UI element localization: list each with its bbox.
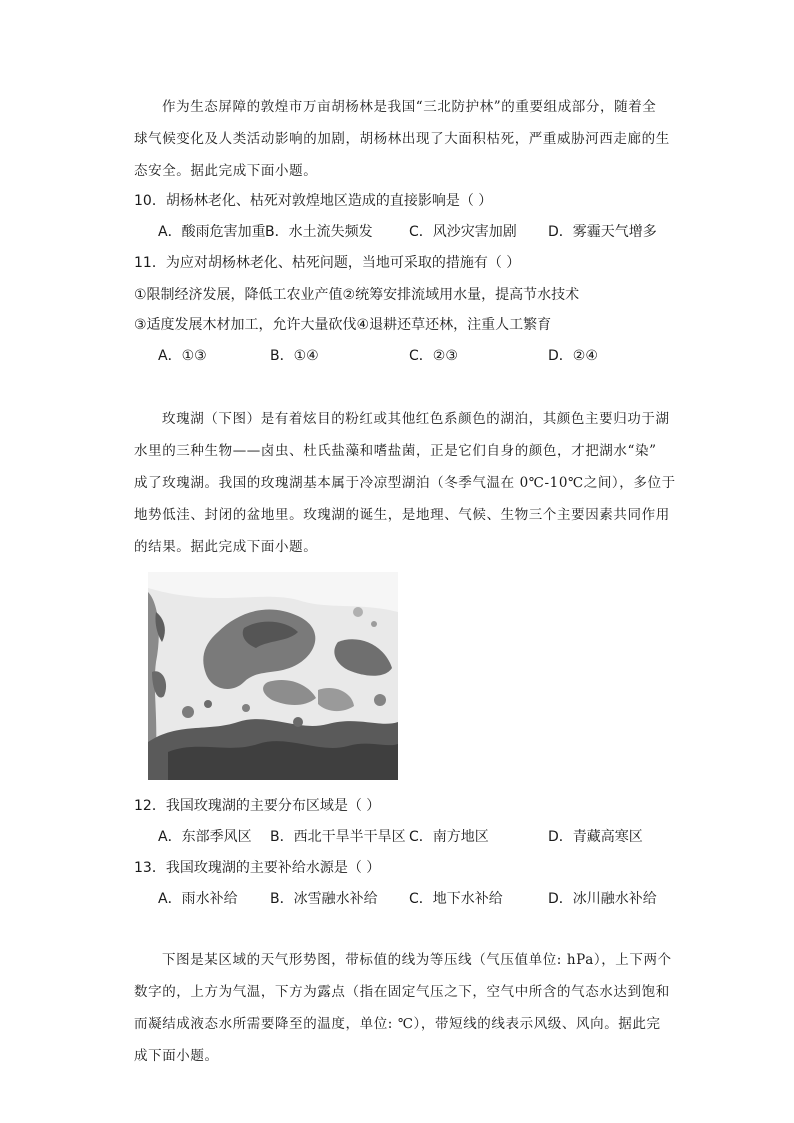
question-12-stem: 12．我国玫瑰湖的主要分布区域是（ ） [134, 798, 381, 814]
passage-1-line: 作为生态屏障的敦煌市万亩胡杨林是我国“三北防护林”的重要组成部分，随着全 [162, 99, 657, 115]
option-b: B．西北干旱半干旱区 [270, 829, 406, 845]
passage-2 [134, 403, 676, 563]
passage-2-line: 地势低洼、封闭的盆地里。玫瑰湖的诞生，是地理、气候、生物三个主要因素共同作用 [134, 507, 670, 523]
option-a: A．雨水补给 [158, 891, 238, 907]
passage-2-line: 的结果。据此完成下面小题。 [134, 539, 318, 555]
option-c: C．风沙灾害加剧 [409, 224, 517, 240]
passage-3-line: 数字的，上方为气温，下方为露点（指在固定气压之下，空气中所含的气态水达到饱和 [134, 984, 670, 1000]
passage-3-line: 成下面小题。 [134, 1048, 219, 1064]
option-b: B．①④ [270, 348, 319, 364]
question-11-statement: ①限制经济发展，降低工农业产值②统筹安排流域用水量，提高节水技术 [134, 287, 580, 303]
option-c: C．②③ [409, 348, 458, 364]
option-b: B．水土流失频发 [265, 224, 373, 240]
option-d: D．冰川融水补给 [548, 891, 657, 907]
option-a: A．①③ [158, 348, 207, 364]
passage-3-line: 下图是某区域的天气形势图，带标值的线为等压线（气压值单位: hPa），上下两个 [162, 952, 672, 968]
passage-2-line: 成了玫瑰湖。我国的玫瑰湖基本属于冷凉型湖泊（冬季气温在 0℃-10℃之间），多位于 [134, 475, 676, 491]
passage-3-line: 而凝结成液态水所需要降至的温度，单位: ℃），带短线的线表示风级、风向。据此完 [134, 1016, 661, 1032]
passage-1-line: 球气候变化及人类活动影响的加剧，胡杨林出现了大面积枯死，严重威胁河西走廊的生 [134, 131, 670, 147]
option-b: B．冰雪融水补给 [270, 891, 378, 907]
passage-3 [134, 944, 672, 1072]
question-11-stem: 11．为应对胡杨林老化、枯死问题，当地可采取的措施有（ ） [134, 255, 521, 271]
option-c: C．南方地区 [409, 829, 489, 845]
question-10-stem: 10．胡杨林老化、枯死对敦煌地区造成的直接影响是（ ） [134, 193, 493, 209]
option-c: C．地下水补给 [409, 891, 503, 907]
option-a: A．酸雨危害加重 [158, 224, 266, 240]
question-13-stem: 13．我国玫瑰湖的主要补给水源是（ ） [134, 860, 381, 876]
passage-1 [134, 91, 670, 187]
passage-1-line: 态安全。据此完成下面小题。 [134, 163, 318, 179]
option-d: D．②④ [548, 348, 598, 364]
option-d: D．青藏高寒区 [548, 829, 643, 845]
option-a: A．东部季风区 [158, 829, 252, 845]
option-d: D．雾霾天气增多 [548, 224, 657, 240]
question-11-statement: ③适度发展木材加工，允许大量砍伐④退耕还草还林，注重人工繁育 [134, 317, 552, 333]
passage-2-line: 水里的三种生物——卤虫、杜氏盐藻和嗜盐菌，正是它们自身的颜色，才把湖水“染” [134, 443, 657, 459]
passage-2-line: 玫瑰湖（下图）是有着炫目的粉红或其他红色系颜色的湖泊，其颜色主要归功于湖 [162, 411, 670, 427]
rose-lake-photo [148, 572, 398, 780]
